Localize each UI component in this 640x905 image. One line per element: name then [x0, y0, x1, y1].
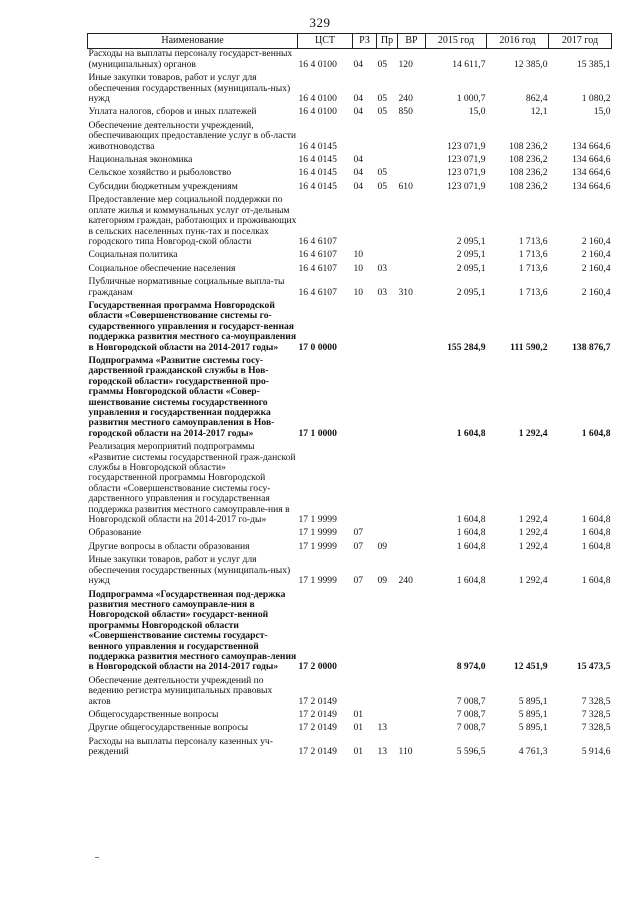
cell-cst: 16 4 6107	[298, 262, 337, 274]
cell-y2017: 1 604,8	[581, 540, 611, 552]
cell-cst: 17 2 0149	[298, 722, 337, 734]
cell-rz	[353, 195, 377, 250]
cell-vr	[398, 710, 426, 723]
cell-y2017: 5 914,6	[581, 746, 611, 758]
cell-y2015: 1 604,8	[456, 540, 486, 552]
cell-rz: 01	[353, 722, 364, 734]
table-row	[88, 590, 612, 676]
cell-y2016: 1 713,6	[518, 262, 548, 274]
cell-y2015: 1 604,8	[456, 427, 486, 439]
cell-y2017: 7 328,5	[581, 708, 611, 720]
cell-rz	[353, 121, 377, 155]
cell-cst: 17 1 9999	[298, 514, 337, 526]
cell-name: Уплата налогов, сборов и иных платежей	[88, 106, 257, 118]
cell-name: Обеспечение деятельности учреждений по ведению регистра муниципальных правовых актов	[88, 674, 273, 707]
cell-rz: 10	[353, 286, 364, 298]
cell-pr: 05	[377, 106, 388, 118]
cell-y2015: 15,0	[468, 106, 486, 118]
cell-vr: 120	[398, 58, 413, 70]
cell-vr	[398, 528, 426, 541]
cell-vr: 240	[398, 575, 413, 587]
cell-name: Социальное обеспечение населения	[88, 262, 236, 274]
cell-rz	[353, 676, 377, 710]
cell-rz: 04	[353, 180, 364, 192]
cell-cst: 16 4 6107	[298, 286, 337, 298]
cell-y2015: 8 974,0	[456, 661, 486, 673]
cell-rz	[353, 301, 377, 356]
cell-cst: 17 2 0000	[298, 661, 337, 673]
cell-cst: 16 4 0145	[298, 167, 337, 179]
cell-y2017: 134 664,6	[572, 140, 611, 152]
cell-y2016: 108 236,2	[509, 167, 548, 179]
cell-name: Другие общегосударственные вопросы	[88, 722, 249, 734]
cell-vr	[398, 442, 426, 528]
cell-y2015: 155 284,9	[447, 341, 486, 353]
cell-y2016: 862,4	[525, 93, 548, 105]
cell-y2017: 2 160,4	[581, 262, 611, 274]
cell-cst: 17 1 9999	[298, 527, 337, 539]
header-rz: РЗ	[353, 34, 377, 49]
cell-pr	[377, 250, 398, 263]
cell-pr	[377, 676, 398, 710]
cell-pr: 03	[377, 286, 388, 298]
cell-vr	[398, 195, 426, 250]
header-vr: ВР	[398, 34, 426, 49]
cell-name: Иные закупки товаров, работ и услуг для обеспечения государственных (муниципаль-ных) нужд	[88, 554, 291, 587]
cell-vr: 850	[398, 106, 413, 118]
cell-cst: 17 1 9999	[298, 540, 337, 552]
cell-y2016: 1 292,4	[518, 514, 548, 526]
cell-name: Расходы на выплаты персоналу казенных уч-реждений	[88, 735, 273, 758]
cell-pr: 09	[377, 575, 388, 587]
cell-name: Подпрограмма «Государственная под-держка развития местного самоуправле-ния в Новгородской области» государст-венной программы Новгородской области «Совершенствование системы государст-венного управления и государственной поддержка развития местного самоуправ-ления в Новгородской области на 2014-2017 годы»	[88, 588, 297, 673]
cell-y2016: 5 895,1	[518, 708, 548, 720]
cell-y2017: 134 664,6	[572, 180, 611, 192]
cell-name: Другие вопросы в области образования	[88, 540, 250, 552]
cell-cst: 17 2 0149	[298, 708, 337, 720]
cell-vr: 610	[398, 180, 413, 192]
header-pr: Пр	[377, 34, 398, 49]
header-name: Наименование	[88, 34, 298, 49]
cell-rz: 04	[353, 154, 364, 166]
cell-y2017: 7 328,5	[581, 722, 611, 734]
cell-y2015: 123 071,9	[447, 167, 486, 179]
cell-name: Государственная программа Новгородской области «Совершенствование системы го-сударственного управления и государст-венная поддержка развития местного са-моуправления в Новгородской области на 2014-2017 годы»	[88, 299, 297, 353]
cell-rz: 10	[353, 249, 364, 261]
cell-y2016: 1 292,4	[518, 527, 548, 539]
cell-rz: 04	[353, 167, 364, 179]
cell-name: Обеспечение деятельности учреждений, обеспечивающих предоставление услуг в об-ласти животноводства	[88, 119, 297, 152]
cell-vr	[398, 155, 426, 168]
cell-y2016: 12 451,9	[513, 661, 548, 673]
cell-name: Расходы на выплаты персоналу государст-венных (муниципальных) органов	[88, 48, 293, 70]
cell-vr	[398, 723, 426, 736]
cell-y2015: 123 071,9	[447, 154, 486, 166]
cell-y2015: 7 008,7	[456, 708, 486, 720]
cell-name: Иные закупки товаров, работ и услуг для обеспечения государственных (муниципаль-ных) нужд	[88, 72, 291, 105]
cell-vr: 240	[398, 93, 413, 105]
cell-pr	[377, 356, 398, 442]
cell-y2017: 15 473,5	[576, 661, 611, 673]
table-row	[88, 356, 612, 442]
cell-rz: 01	[353, 746, 364, 758]
cell-cst: 17 1 9999	[298, 575, 337, 587]
cell-pr: 05	[377, 58, 388, 70]
table-row	[88, 737, 612, 761]
cell-name: Публичные нормативные социальные выпла-ты гражданам	[88, 276, 285, 298]
cell-y2015: 123 071,9	[447, 140, 486, 152]
cell-cst: 16 4 0100	[298, 93, 337, 105]
cell-y2016: 1 713,6	[518, 235, 548, 247]
cell-rz: 07	[353, 575, 364, 587]
cell-rz: 04	[353, 93, 364, 105]
cell-vr	[398, 168, 426, 181]
cell-y2015: 1 604,8	[456, 514, 486, 526]
cell-name: Общегосударственные вопросы	[88, 708, 219, 720]
cell-vr	[398, 250, 426, 263]
cell-y2016: 108 236,2	[509, 140, 548, 152]
cell-pr: 03	[377, 262, 388, 274]
cell-y2015: 1 000,7	[456, 93, 486, 105]
cell-y2017: 138 876,7	[572, 341, 611, 353]
cell-y2016: 108 236,2	[509, 154, 548, 166]
cell-y2016: 5 895,1	[518, 695, 548, 707]
table-row	[88, 676, 612, 710]
cell-y2017: 15,0	[593, 106, 611, 118]
cell-y2016: 1 292,4	[518, 540, 548, 552]
cell-y2017: 2 160,4	[581, 249, 611, 261]
cell-y2015: 7 008,7	[456, 695, 486, 707]
table-row	[88, 301, 612, 356]
scan-mark	[95, 857, 99, 858]
cell-vr	[398, 590, 426, 676]
cell-rz: 04	[353, 106, 364, 118]
cell-name: Образование	[88, 527, 142, 539]
cell-y2017: 2 160,4	[581, 235, 611, 247]
table-body	[88, 49, 612, 761]
cell-cst: 16 4 6107	[298, 235, 337, 247]
cell-y2015: 123 071,9	[447, 180, 486, 192]
table-row	[88, 168, 612, 181]
cell-cst: 17 1 0000	[298, 427, 337, 439]
table-row	[88, 182, 612, 195]
cell-pr	[377, 528, 398, 541]
cell-y2017: 15 385,1	[576, 58, 611, 70]
table-row	[88, 155, 612, 168]
cell-pr: 05	[377, 180, 388, 192]
cell-y2017: 1 604,8	[581, 427, 611, 439]
cell-name: Субсидии бюджетным учреждениям	[88, 180, 238, 192]
cell-cst: 16 4 0100	[298, 106, 337, 118]
cell-pr: 05	[377, 93, 388, 105]
table-row	[88, 73, 612, 107]
table-row	[88, 121, 612, 155]
cell-y2015: 7 008,7	[456, 722, 486, 734]
page-number: 329	[309, 15, 331, 30]
cell-y2016: 1 292,4	[518, 575, 548, 587]
table-header-row	[88, 34, 612, 49]
cell-pr	[377, 590, 398, 676]
cell-y2016: 108 236,2	[509, 180, 548, 192]
cell-y2015: 2 095,1	[456, 286, 486, 298]
cell-y2015: 2 095,1	[456, 249, 486, 261]
cell-rz: 10	[353, 262, 364, 274]
cell-y2016: 1 292,4	[518, 427, 548, 439]
header-cst: ЦСТ	[298, 34, 353, 49]
table-row	[88, 264, 612, 277]
cell-pr: 09	[377, 540, 388, 552]
cell-cst: 16 4 0145	[298, 140, 337, 152]
cell-pr	[377, 442, 398, 528]
cell-y2016: 1 713,6	[518, 249, 548, 261]
cell-vr	[398, 542, 426, 555]
cell-y2015: 2 095,1	[456, 262, 486, 274]
table-row	[88, 542, 612, 555]
cell-y2016: 12,1	[530, 106, 548, 118]
cell-rz	[353, 590, 377, 676]
cell-cst: 16 4 6107	[298, 249, 337, 261]
cell-name: Сельское хозяйство и рыболовство	[88, 167, 232, 179]
cell-pr	[377, 195, 398, 250]
cell-pr	[377, 155, 398, 168]
cell-y2017: 134 664,6	[572, 167, 611, 179]
table-row	[88, 710, 612, 723]
cell-pr: 13	[377, 722, 388, 734]
cell-rz	[353, 442, 377, 528]
cell-pr	[377, 121, 398, 155]
cell-rz: 01	[353, 708, 364, 720]
cell-y2016: 4 761,3	[518, 746, 548, 758]
table-row	[88, 528, 612, 541]
cell-vr: 310	[398, 286, 413, 298]
cell-vr	[398, 121, 426, 155]
cell-name: Реализация мероприятий подпрограммы «Развитие системы государственной граж-данской службы в Новгородской области» государственной программы Новгородской области «Совершенствование системы госу-дарственного управления и государственная поддержка развития местного самоуправле-ния в Новгородской области на 2014-2017 го-ды»	[88, 441, 296, 526]
cell-vr	[398, 356, 426, 442]
cell-name: Предоставление мер социальной поддержки по оплате жилья и коммунальных услуг от-дельным категориям граждан, работающих и проживающих в сельских населенных пунк-тах и поселках городского типа Новгород-ской области	[88, 194, 297, 247]
table-row	[88, 442, 612, 528]
cell-cst: 16 4 0145	[298, 180, 337, 192]
header-2015: 2015 год	[426, 34, 487, 49]
cell-name: Подпрограмма «Развитие системы госу-дарственной гражданской службы в Нов-городской области» государственной про-граммы Новгородской области «Совер-шенствование системы государственного управления и государственная поддержка развития местного самоуправления в Нов-городской области на 2014-2017 годы»	[88, 354, 275, 439]
cell-rz	[353, 356, 377, 442]
cell-pr	[377, 710, 398, 723]
cell-cst: 17 0 0000	[298, 341, 337, 353]
cell-y2017: 1 604,8	[581, 575, 611, 587]
cell-rz: 07	[353, 527, 364, 539]
cell-name: Национальная экономика	[88, 154, 193, 166]
cell-name: Социальная политика	[88, 249, 178, 261]
table-row	[88, 195, 612, 250]
header-2016: 2016 год	[487, 34, 549, 49]
budget-table	[87, 33, 612, 761]
cell-y2017: 1 604,8	[581, 527, 611, 539]
cell-y2016: 111 590,2	[510, 341, 548, 353]
cell-rz: 04	[353, 58, 364, 70]
cell-y2015: 14 611,7	[452, 58, 486, 70]
cell-rz: 07	[353, 540, 364, 552]
cell-y2015: 5 596,5	[456, 746, 486, 758]
table-row	[88, 723, 612, 736]
cell-cst: 17 2 0149	[298, 695, 337, 707]
cell-y2015: 1 604,8	[456, 575, 486, 587]
table-row	[88, 277, 612, 301]
cell-y2016: 1 713,6	[518, 286, 548, 298]
cell-y2015: 1 604,8	[456, 527, 486, 539]
cell-y2015: 2 095,1	[456, 235, 486, 247]
cell-y2016: 5 895,1	[518, 722, 548, 734]
cell-y2017: 1 080,2	[581, 93, 611, 105]
cell-pr: 05	[377, 167, 388, 179]
cell-y2017: 7 328,5	[581, 695, 611, 707]
cell-y2017: 1 604,8	[581, 514, 611, 526]
cell-pr	[377, 301, 398, 356]
cell-vr: 110	[398, 746, 413, 758]
cell-cst: 16 4 0145	[298, 154, 337, 166]
cell-cst: 16 4 0100	[298, 58, 337, 70]
cell-cst: 17 2 0149	[298, 746, 337, 758]
cell-y2016: 12 385,0	[513, 58, 548, 70]
table-row	[88, 107, 612, 120]
cell-y2017: 2 160,4	[581, 286, 611, 298]
cell-vr	[398, 264, 426, 277]
table-row	[88, 49, 612, 73]
cell-pr: 13	[377, 746, 388, 758]
cell-vr	[398, 301, 426, 356]
table-row	[88, 555, 612, 589]
header-2017: 2017 год	[549, 34, 612, 49]
table-row	[88, 250, 612, 263]
cell-vr	[398, 676, 426, 710]
cell-y2017: 134 664,6	[572, 154, 611, 166]
